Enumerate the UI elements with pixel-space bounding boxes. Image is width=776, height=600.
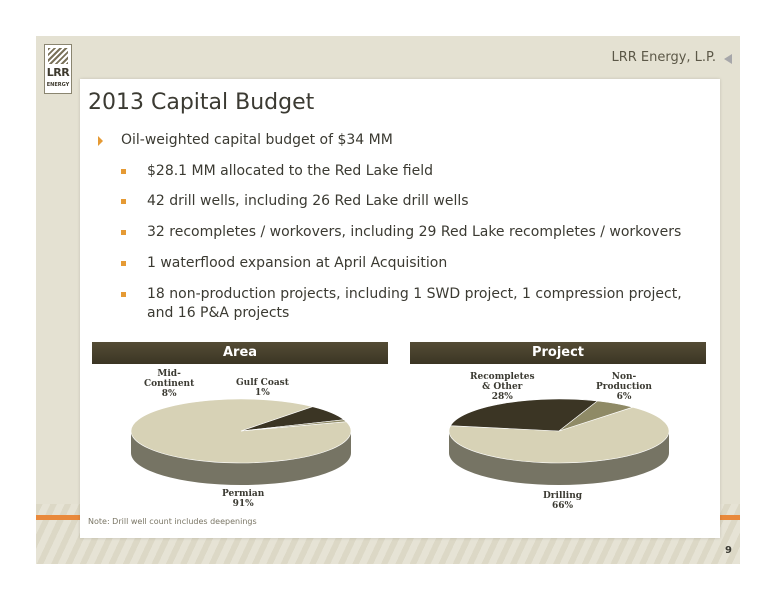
logo-subtext: ENERGY — [46, 82, 70, 88]
sub-bullet-continuation: and 16 P&A projects — [147, 305, 290, 321]
logo-mark-icon — [48, 48, 68, 64]
sub-bullet: $28.1 MM allocated to the Red Lake field — [147, 163, 434, 179]
project-label-non-production: Non- Production 6% — [596, 372, 652, 402]
arrow-left-icon — [724, 54, 732, 64]
slide — [36, 36, 740, 564]
slide-title: 2013 Capital Budget — [88, 90, 315, 115]
project-label-recompletes: Recompletes & Other 28% — [470, 372, 535, 402]
company-logo — [44, 44, 72, 94]
sub-bullet: 32 recompletes / workovers, including 29 Red Lake recompletes / workovers — [147, 224, 682, 240]
area-chart-header: Area — [92, 342, 388, 364]
triangle-bullet-icon — [98, 136, 103, 146]
footnote: Note: Drill well count includes deepenings — [88, 517, 257, 526]
area-pie-chart — [126, 396, 356, 496]
sub-bullet: 1 waterflood expansion at April Acquisition — [147, 255, 448, 271]
square-bullet-icon — [121, 169, 126, 174]
area-label-mid-continent: Mid- Continent 8% — [144, 369, 195, 399]
square-bullet-icon — [121, 292, 126, 297]
square-bullet-icon — [121, 230, 126, 235]
sub-bullet: 42 drill wells, including 26 Red Lake drill wells — [147, 193, 469, 209]
square-bullet-icon — [121, 199, 126, 204]
logo-text: LRR — [46, 66, 70, 79]
company-name: LRR Energy, L.P. — [611, 50, 716, 65]
main-bullet: Oil-weighted capital budget of $34 MM — [121, 132, 393, 148]
sub-bullet: 18 non-production projects, including 1 SWD project, 1 compression project, — [147, 286, 682, 302]
area-label-permian: Permian 91% — [222, 489, 265, 509]
area-label-gulf-coast: Gulf Coast 1% — [236, 378, 289, 398]
square-bullet-icon — [121, 261, 126, 266]
page-number: 9 — [725, 545, 732, 556]
project-label-drilling: Drilling 66% — [543, 491, 583, 511]
project-pie-chart — [444, 396, 674, 496]
project-chart-header: Project — [410, 342, 706, 364]
